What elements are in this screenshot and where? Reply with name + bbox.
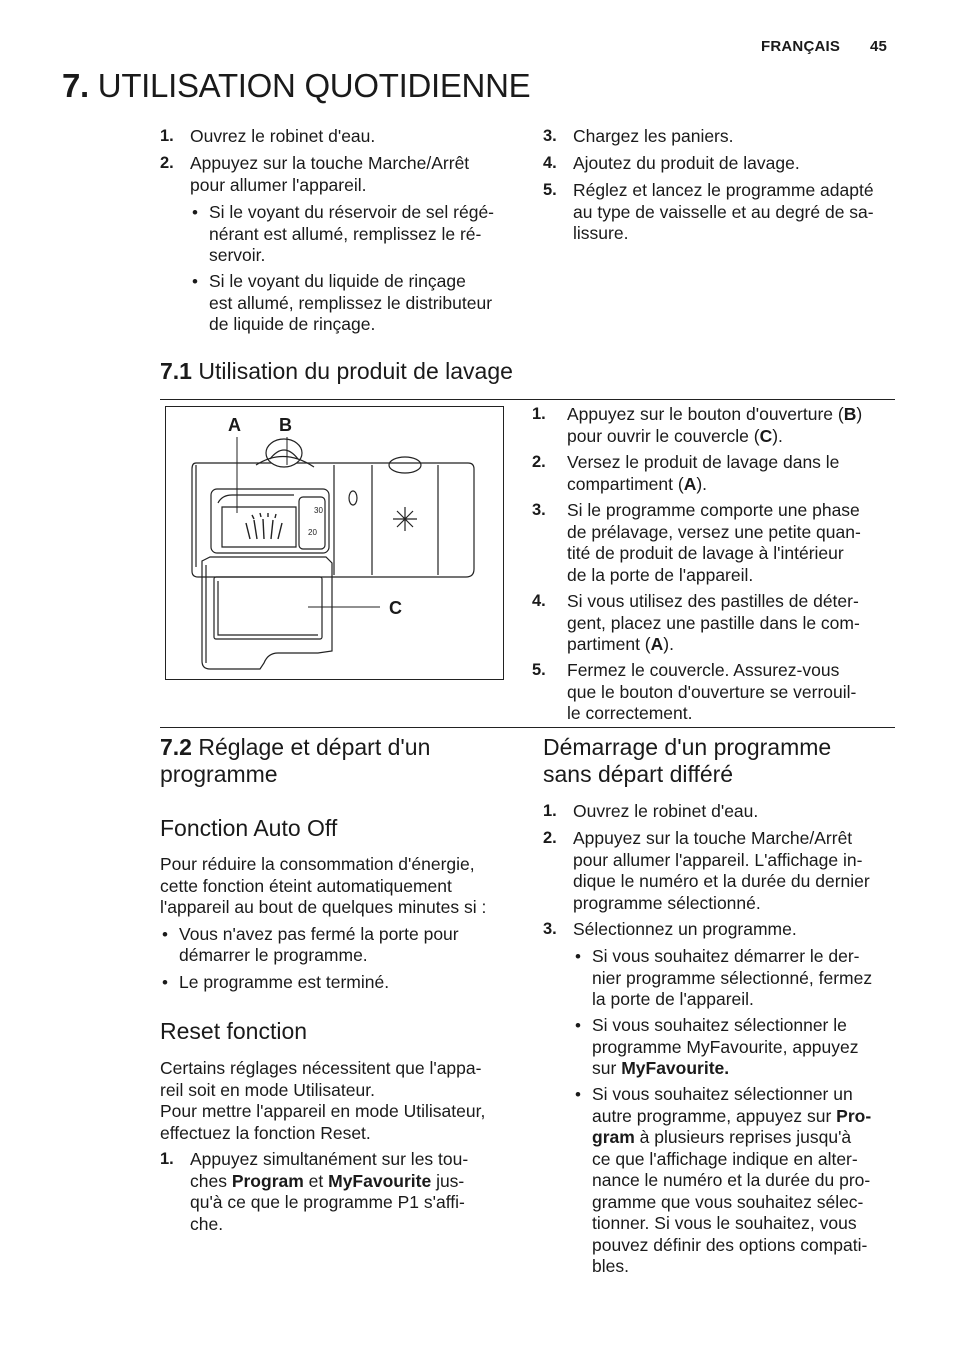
chapter-title — [62, 66, 530, 106]
bullet-text: Vous n'avez pas fermé la porte pour — [179, 923, 459, 944]
section-divider — [160, 399, 895, 400]
list-item: 2. Appuyez sur la touche Marche/Arrêt pour allumer l'appareil. L'affichage in- dique le numéro et la durée du dernier programme sélectionné. — [543, 828, 870, 913]
list-item: • Si vous souhaitez démarrer le der- nier programme sélectionné, fermez la porte de l'appareil. — [575, 946, 873, 1009]
bullet-text: sur MyFavourite. — [592, 1058, 730, 1078]
language-label: FRANÇAIS — [761, 38, 841, 55]
step-text: Ouvrez le robinet d'eau. — [190, 126, 376, 146]
paragraph-line: reil soit en mode Utilisateur. — [160, 1079, 375, 1100]
detergent-icon — [246, 513, 282, 539]
list-item: 1. Ouvrez le robinet d'eau. — [543, 801, 759, 821]
list-item: • Le programme est terminé. — [162, 971, 390, 992]
bullet-text: autre programme, appuyez sur Pro- — [592, 1105, 872, 1126]
detergent-dispenser-figure — [165, 406, 504, 680]
step-text: que le bouton d'ouverture se verrouil- — [567, 681, 857, 702]
bullet-text: Le programme est terminé. — [179, 971, 390, 992]
figure-label-b: B — [279, 415, 292, 435]
step-text: dique le numéro et la durée du dernier — [573, 871, 870, 891]
section-title: Réglage et départ d'un — [198, 734, 431, 760]
bullet-text: de liquide de rinçage. — [209, 314, 376, 334]
section-divider — [160, 727, 895, 728]
list-item: • Si vous souhaitez sélectionner un autre programme, appuyez sur Pro- gram à plusieurs reprises jusqu'à ce que l'affichage indique en alter- nance le numéro et la durée du pro- gramme que vous souhaitez sélec- tionner. Si vous le souhaitez, vous pouvez définir des options compati- bles. — [575, 1084, 872, 1276]
list-item: • Vous n'avez pas fermé la porte pour démarrer le programme. — [162, 923, 459, 965]
step-text: Versez le produit de lavage dans le — [567, 452, 840, 472]
section-71-heading — [160, 358, 513, 385]
paragraph-line: Pour mettre l'appareil en mode Utilisateur, — [160, 1101, 486, 1121]
auto-off-heading: Fonction Auto Off — [160, 815, 338, 841]
step-text: Ajoutez du produit de lavage. — [573, 153, 800, 173]
list-item: 5. Réglez et lancez le programme adapté au type de vaisselle et au degré de sa- lissure. — [543, 180, 874, 243]
no-delay-steps — [543, 801, 903, 1278]
step-text: partiment (A). — [567, 634, 674, 654]
list-item: 1. Appuyez sur le bouton d'ouverture (B) pour ouvrir le couvercle (C). — [532, 404, 863, 446]
bullet-text: est allumé, remplissez le distributeur — [209, 292, 493, 313]
paragraph-line: Certains réglages nécessitent que l'appa- — [160, 1058, 482, 1078]
step-text: qu'à ce que le programme P1 s'affi- — [190, 1192, 465, 1212]
figure-label-c: C — [389, 598, 402, 618]
paragraph-line: l'appareil au bout de quelques minutes si : — [160, 897, 487, 917]
figure-label-a: A — [228, 415, 241, 435]
page-number: 45 — [870, 38, 888, 55]
bullet-text: nérant est allumé, remplissez le ré- — [209, 223, 482, 244]
section-72-heading — [160, 734, 520, 788]
list-item: 4. Si vous utilisez des pastilles de déter- gent, placez une pastille dans le com- partiment (A). — [532, 591, 860, 654]
bullet-text: ce que l'affichage indique en alter- — [592, 1148, 858, 1169]
step-text: Appuyez simultanément sur les tou- — [190, 1149, 469, 1169]
step-text: Sélectionnez un programme. — [573, 919, 797, 939]
bullet-text: servoir. — [209, 245, 266, 265]
bullet-text: gramme que vous souhaitez sélec- — [592, 1191, 864, 1212]
step-text: Fermez le couvercle. Assurez-vous — [567, 660, 840, 680]
step-text: Appuyez sur la touche Marche/Arrêt — [190, 153, 470, 173]
rinse-aid-icon — [393, 507, 417, 531]
bullet-text: nance le numéro et la durée du pro- — [592, 1170, 871, 1190]
step-text: Réglez et lancez le programme adapté — [573, 180, 874, 200]
section-number: 7.1 — [160, 358, 192, 384]
step-text: de la porte de l'appareil. — [567, 564, 754, 585]
list-item: 3. Si le programme comporte une phase de prélavage, versez une petite quan- tité de produit de lavage à l'intérieur de la porte de l'appareil. — [532, 500, 861, 585]
list-item: 2. Versez le produit de lavage dans le compartiment (A). — [532, 452, 840, 494]
bullet-text: gram à plusieurs reprises jusqu'à — [592, 1127, 852, 1147]
list-item: 5. Fermez le couvercle. Assurez-vous que le bouton d'ouverture se verrouil- le correctement. — [532, 660, 857, 723]
dosage-tick-30: 30 — [314, 506, 323, 515]
section-title: programme — [160, 761, 278, 787]
step-text: au type de vaisselle et au degré de sa- — [573, 201, 874, 222]
bullet-text: la porte de l'appareil. — [592, 989, 754, 1009]
chapter-title-text: UTILISATION QUOTIDIENNE — [97, 67, 531, 104]
step-text: Ouvrez le robinet d'eau. — [573, 801, 759, 821]
bullet-text: Si vous souhaitez démarrer le der- — [592, 946, 860, 966]
step-text: lissure. — [573, 223, 629, 243]
chapter-number: 7. — [62, 67, 89, 104]
bullet-text: Si vous souhaitez sélectionner le — [592, 1015, 847, 1035]
step-text: ches Program et MyFavourite jus- — [190, 1170, 465, 1191]
list-item: • Si vous souhaitez sélectionner le programme MyFavourite, appuyez sur MyFavourite. — [575, 1015, 859, 1078]
paragraph-line: Pour réduire la consommation d'énergie, — [160, 854, 475, 874]
list-item: 3. Sélectionnez un programme. — [543, 919, 797, 939]
step-text: Appuyez sur le bouton d'ouverture (B) — [567, 404, 863, 424]
step-text: pour ouvrir le couvercle (C). — [567, 425, 783, 446]
step-text: compartiment (A). — [567, 473, 708, 494]
step-text: che. — [190, 1213, 224, 1234]
auto-off-body — [160, 854, 530, 994]
step-text: Appuyez sur la touche Marche/Arrêt — [573, 828, 853, 848]
bullet-text: programme MyFavourite, appuyez — [592, 1036, 859, 1057]
list-item: 3. Chargez les paniers. — [543, 126, 734, 146]
step-text: Si vous utilisez des pastilles de déter- — [567, 591, 859, 611]
bullet-text: Si vous souhaitez sélectionner un — [592, 1084, 853, 1104]
list-item: 1. Ouvrez le robinet d'eau. — [160, 126, 376, 146]
no-delay-heading — [543, 734, 903, 788]
list-item: 4. Ajoutez du produit de lavage. — [543, 153, 800, 173]
bullet-text: tionner. Si vous le souhaitez, vous — [592, 1213, 857, 1233]
subsection-title: sans départ différé — [543, 761, 734, 787]
step-text: pour allumer l'appareil. L'affichage in- — [573, 849, 863, 870]
paragraph-line: cette fonction éteint automatiquement — [160, 875, 452, 896]
section-title: Utilisation du produit de lavage — [198, 358, 513, 384]
section-71-steps — [532, 404, 897, 724]
bullet-text: Si le voyant du réservoir de sel régé- — [209, 202, 494, 222]
reset-body — [160, 1058, 530, 1235]
intro-steps-right — [543, 126, 903, 244]
section-number: 7.2 — [160, 734, 192, 760]
bullet-text: nier programme sélectionné, fermez — [592, 967, 873, 988]
dosage-tick-20: 20 — [308, 528, 317, 537]
step-text: Si le programme comporte une phase — [567, 500, 860, 520]
step-text: programme sélectionné. — [573, 892, 761, 913]
list-item: 2. Appuyez sur la touche Marche/Arrêt pour allumer l'appareil. — [160, 153, 470, 195]
step-text: le correctement. — [567, 703, 693, 723]
step-text: Chargez les paniers. — [573, 126, 734, 146]
step-text: pour allumer l'appareil. — [190, 174, 367, 195]
reset-heading: Reset fonction — [160, 1018, 308, 1044]
bullet-text: pouvez définir des options compati- — [592, 1234, 868, 1255]
bullet-text: Si le voyant du liquide de rinçage — [209, 271, 466, 291]
subsection-title: Démarrage d'un programme — [543, 734, 832, 760]
bullet-text: démarrer le programme. — [179, 945, 368, 965]
step-text: gent, placez une pastille dans le com- — [567, 612, 860, 633]
list-item: • Si le voyant du liquide de rinçage est allumé, remplissez le distributeur de liquide de rinçage. — [192, 271, 493, 334]
step-text: tité de produit de lavage à l'intérieur — [567, 543, 844, 563]
intro-steps-left — [160, 126, 520, 335]
step-text: de prélavage, versez une petite quan- — [567, 521, 861, 542]
paragraph-line: effectuez la fonction Reset. — [160, 1122, 371, 1143]
list-item: • Si le voyant du réservoir de sel régé- nérant est allumé, remplissez le ré- servoir. — [192, 202, 494, 265]
list-item: 1. Appuyez simultanément sur les tou- ches Program et MyFavourite jus- qu'à ce que le programme P1 s'affi- che. — [160, 1149, 469, 1234]
bullet-text: bles. — [592, 1256, 629, 1276]
dispenser-illustration — [166, 407, 503, 679]
